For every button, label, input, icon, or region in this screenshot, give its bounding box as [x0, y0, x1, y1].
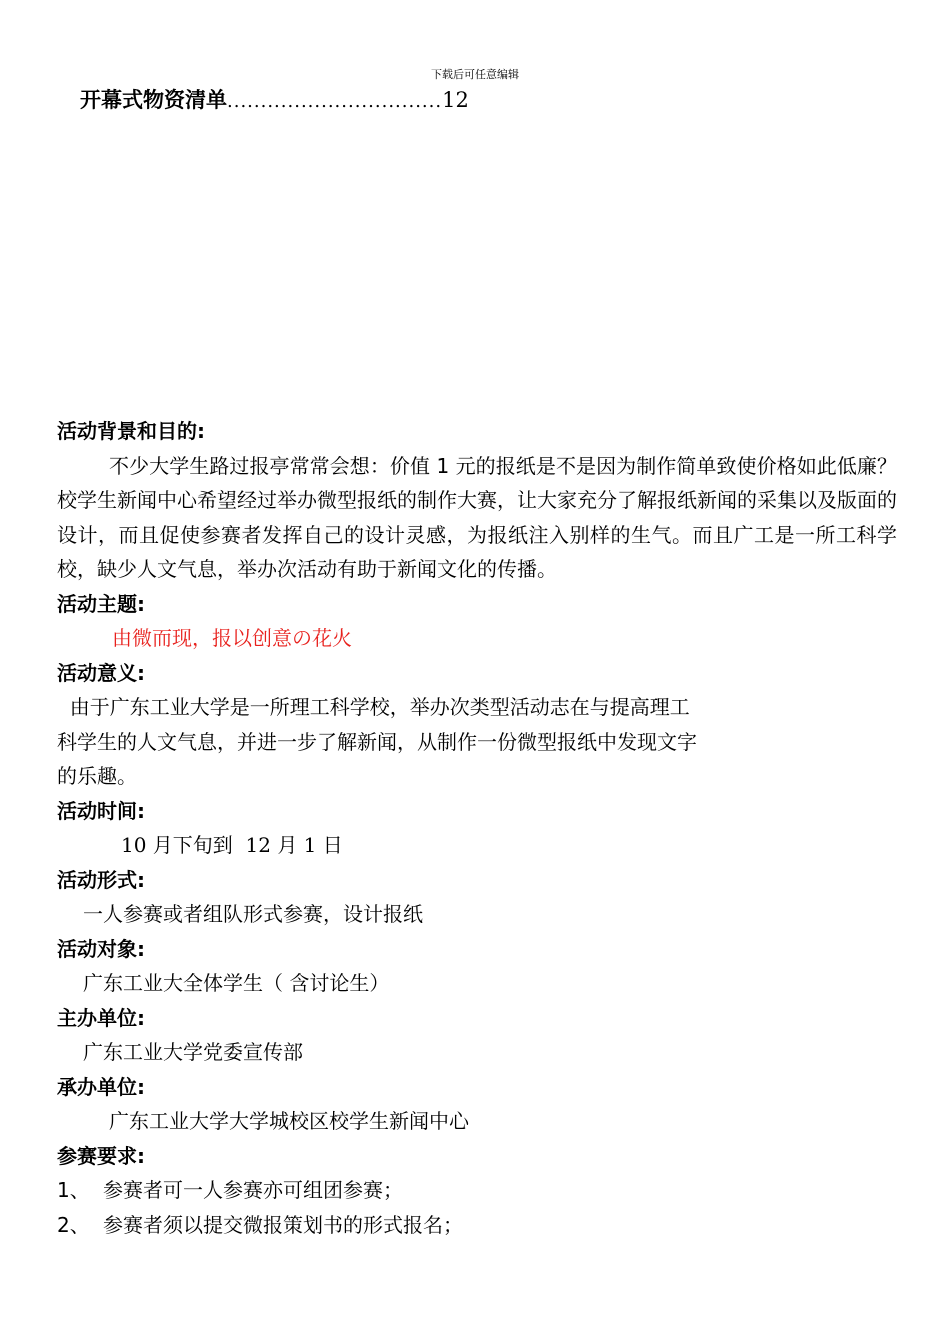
organizer-text: 广东工业大学党委宣传部 [83, 1040, 303, 1064]
toc-page-number: 12 [442, 88, 469, 112]
requirement-text: 参赛者可一人参赛亦可组团参赛； [103, 1178, 403, 1202]
section-heading-requirements: 参赛要求: [57, 1143, 145, 1168]
section-heading-organizer: 主办单位: [57, 1005, 145, 1030]
section-heading-theme: 活动主题: [57, 591, 145, 616]
undertaker-text: 广东工业大学大学城校区校学生新闻中心 [109, 1109, 469, 1133]
document-body [57, 414, 897, 1242]
time-text: 10 月下旬到 12 月 1 日 [121, 833, 343, 857]
requirement-item [57, 1173, 897, 1208]
section-heading-undertaker: 承办单位: [57, 1074, 145, 1099]
meaning-line: 科学生的人文气息，并进一步了解新闻，从制作一份微型报纸中发现文字 [57, 729, 697, 754]
requirement-number: 1、 [57, 1178, 90, 1202]
background-paragraph: 不少大学生路过报亭常常会想：价值 1 元的报纸是不是因为制作简单致使价格如此低廉？校学生新闻中心希望经过举办微型报纸的制作大赛，让大家充分了解报纸新闻的采集以及版面的设计，而且促使参赛者发挥自己的设计灵感，为报纸注入别样的生气。而且广工是一所工科学校，缺少人文气息，举办次活动有助于新闻文化的传播。 [57, 453, 897, 581]
toc-entry[interactable] [80, 84, 469, 114]
requirement-number: 2、 [57, 1212, 90, 1237]
section-heading-time: 活动时间: [57, 798, 145, 823]
theme-text: 由微而现，报以创意の花火 [112, 626, 352, 650]
toc-leader-dots: ................................ [227, 91, 443, 112]
section-heading-audience: 活动对象: [57, 936, 145, 961]
format-text: 一人参赛或者组队形式参赛，设计报纸 [83, 902, 423, 926]
section-heading-meaning: 活动意义: [57, 660, 145, 685]
section-heading-format: 活动形式: [57, 867, 145, 892]
toc-entry-label: 开幕式物资清单 [80, 88, 227, 112]
requirement-item [57, 1208, 897, 1243]
header-note: 下载后可任意编辑 [431, 68, 519, 81]
meaning-line: 的乐趣。 [57, 764, 137, 788]
requirement-text: 参赛者须以提交微报策划书的形式报名； [103, 1212, 463, 1237]
meaning-line: 由于广东工业大学是一所理工科学校，举办次类型活动志在与提高理工 [57, 695, 690, 719]
section-heading-background: 活动背景和目的: [57, 419, 205, 443]
audience-text: 广东工业大全体学生（ 含讨论生） [83, 971, 390, 995]
meaning-paragraph [57, 690, 807, 794]
